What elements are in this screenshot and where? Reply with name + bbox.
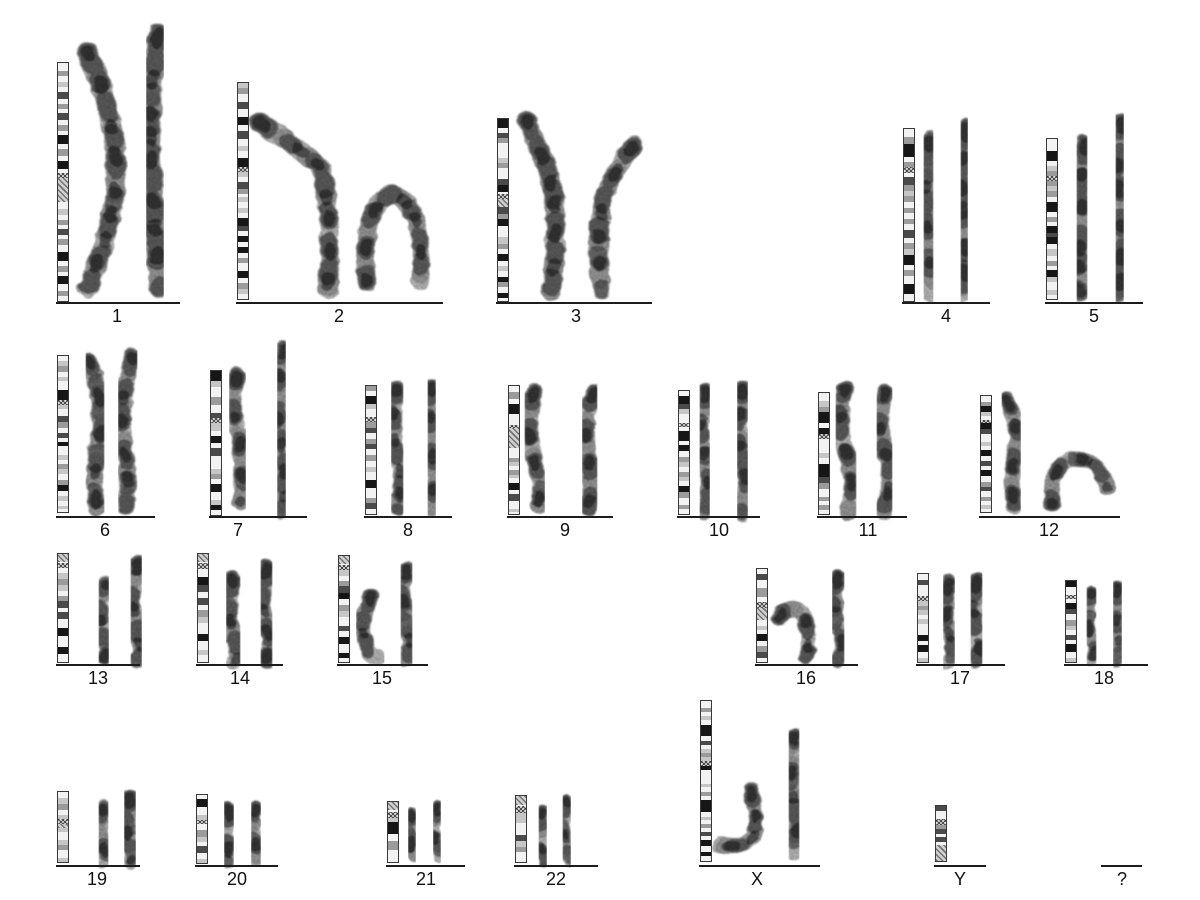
chromosome-photo-2[interactable] [259,123,330,289]
chromosome-photo-9[interactable] [529,391,540,506]
ideogram-band [904,276,914,284]
ideogram-band [757,658,767,662]
ideogram-band [981,509,991,512]
chromosome-photo-6[interactable] [90,361,100,508]
ideogram-band [388,841,398,850]
ideogram-band [58,832,68,840]
ideogram-band [197,859,207,863]
chromosome-photo-20[interactable] [253,809,258,860]
ideogram-band [1047,202,1057,212]
ideogram-band [904,144,914,157]
chromosome-photo-9[interactable] [586,392,594,507]
group-label-12: 12 [1038,520,1060,540]
ideogram-band [58,636,68,647]
ideogram-band [58,509,68,512]
chromosome-photo-3[interactable] [598,146,633,290]
ideogram-20 [196,794,208,864]
ideogram-6 [57,355,69,513]
ideogram-5 [1046,138,1058,300]
group-label-19: 19 [86,869,108,889]
ideogram-band [198,577,208,586]
ideogram-10 [678,390,690,515]
ideogram-band [366,480,376,488]
chromosome-photo-15[interactable] [403,569,409,660]
ideogram-band [679,414,689,424]
chromosome-photo-10[interactable] [702,391,708,512]
ideogram-band [936,811,946,819]
ideogram-band [1066,644,1076,652]
ideogram-band [516,806,526,813]
chromosome-stroke [926,140,931,293]
ideogram-band [509,501,519,508]
chromosome-photo-16[interactable] [835,578,842,660]
ideogram-band [516,852,526,862]
chromosome-photo-X[interactable] [791,736,797,853]
ideogram-band [366,509,376,514]
ideogram-band [211,423,221,431]
chromosome-photo-13[interactable] [133,563,139,660]
ideogram-band [757,634,767,641]
ideogram-band [366,488,376,498]
chromosome-photo-14[interactable] [263,568,269,660]
ideogram-2 [237,82,249,300]
ideogram-band [757,580,767,588]
ideogram-17 [917,573,929,663]
chromosome-photo-11[interactable] [840,389,851,513]
group-label-8: 8 [402,520,413,540]
ideogram-9 [508,385,520,515]
chromosome-photo-22[interactable] [564,801,569,860]
group-label-16: 16 [795,668,817,688]
ideogram-band [58,113,68,120]
ideogram-8 [365,385,377,515]
group-label-2: 2 [333,306,344,326]
chromosome-photo-10[interactable] [740,389,746,512]
ideogram-band [58,245,68,252]
ideogram-band [904,230,914,238]
chromosome-photo-1[interactable] [150,35,160,288]
ideogram-band [211,436,221,444]
group-baseline [56,516,155,518]
ideogram-band [516,813,526,823]
ideogram-band [238,131,248,138]
chromosome-photo-5[interactable] [1118,122,1122,292]
ideogram-band [197,799,207,807]
ideogram-15 [338,555,350,663]
ideogram-band [388,802,398,810]
chromosome-photo-12[interactable] [1052,459,1108,505]
ideogram-band [701,856,711,862]
ideogram-band [238,139,248,146]
group-baseline [934,865,986,867]
ideogram-band [238,102,248,109]
group-baseline [1064,664,1148,666]
ideogram-band [498,199,508,207]
ideogram-band [1047,151,1057,161]
ideogram-band [509,414,519,425]
group-baseline [699,865,820,867]
ideogram-band [198,554,208,562]
ideogram-band [757,588,767,596]
ideogram-band [211,405,221,413]
group-baseline [386,865,465,867]
chromosome-photo-3[interactable] [526,121,556,291]
ideogram-band [388,850,398,862]
chromosome-photo-20[interactable] [226,809,231,860]
chromosome-photo-14[interactable] [229,579,237,661]
ideogram-band [211,456,221,469]
chromosome-photo-18[interactable] [1115,588,1120,661]
group-label-14: 14 [229,668,251,688]
ideogram-band [1047,270,1057,277]
ideogram-12 [980,395,992,513]
ideogram-band [238,263,248,270]
ideogram-band [58,628,68,636]
ideogram-band [198,598,208,605]
group-baseline [902,302,990,304]
ideogram-band [819,412,829,423]
chromosome-photo-8[interactable] [430,386,434,509]
chromosome-photo-X[interactable] [721,790,755,846]
chromosome-photo-8[interactable] [394,388,401,509]
ideogram-band [211,448,221,456]
group-baseline [979,516,1120,518]
group-label-3: 3 [570,306,581,326]
ideogram-band [509,483,519,490]
chromosome-stroke [962,128,966,294]
group-label-17: 17 [949,668,971,688]
group-baseline [56,865,140,867]
ideogram-band [904,177,914,185]
group-label-?: ? [1116,869,1127,889]
group-label-Y: Y [953,869,966,889]
ideogram-band [58,296,68,301]
group-baseline [56,664,140,666]
ideogram-band [58,276,68,284]
ideogram-band [679,431,689,441]
chromosome-photo-21[interactable] [435,807,439,857]
ideogram-band [757,608,767,621]
ideogram-band [198,569,208,577]
ideogram-band [58,446,68,454]
chromosome-photo-15[interactable] [362,596,378,657]
ideogram-band [904,129,914,137]
ideogram-band [1066,658,1076,662]
ideogram-band [1047,249,1057,256]
group-label-1: 1 [111,306,122,326]
ideogram-band [509,448,519,458]
ideogram-band [701,770,711,783]
chromosome-photo-12[interactable] [1006,399,1017,508]
chromosome-photo-18[interactable] [1089,592,1094,659]
ideogram-band [918,658,928,662]
ideogram-band [366,455,376,462]
group-baseline [236,302,443,304]
ideogram-band [58,858,68,862]
ideogram-band [679,396,689,403]
ideogram-band [516,823,526,835]
ideogram-band [58,63,68,71]
ideogram-band [498,185,508,192]
ideogram-band [198,641,208,650]
ideogram-band [198,655,208,662]
group-label-5: 5 [1088,306,1099,326]
ideogram-band [211,510,221,515]
group-baseline [364,516,452,518]
ideogram-band [981,434,991,442]
ideogram-band [58,178,68,202]
ideogram-band [819,464,829,478]
ideogram-band [58,654,68,662]
ideogram-band [211,397,221,405]
ideogram-11 [818,392,830,515]
ideogram-band [238,109,248,116]
ideogram-band [238,218,248,225]
group-label-13: 13 [87,668,109,688]
group-label-10: 10 [708,520,730,540]
ideogram-4 [903,128,915,302]
group-label-4: 4 [940,306,951,326]
group-baseline [56,302,180,304]
ideogram-band [366,396,376,404]
ideogram-band [58,135,68,145]
chromosome-stroke [946,583,952,662]
chromosome-photo-16[interactable] [779,609,809,657]
ideogram-14 [197,553,209,663]
ideogram-band [197,846,207,853]
ideogram-band [58,202,68,209]
ideogram-band [339,658,349,662]
group-label-18: 18 [1093,668,1115,688]
group-label-X: X [750,869,763,889]
chromosome-photo-7[interactable] [233,376,242,502]
ideogram-band [198,634,208,641]
chromosome-photo-2[interactable] [365,194,420,283]
chromosome-photo-21[interactable] [410,814,414,856]
chromosome-photo-1[interactable] [87,52,116,288]
ideogram-band [238,294,248,299]
ideogram-band [197,807,207,815]
group-baseline [507,516,613,518]
group-label-22: 22 [545,869,567,889]
ideogram-band [197,830,207,837]
group-baseline [677,516,760,518]
ideogram-band [58,381,68,389]
ideogram-22 [515,795,527,863]
ideogram-band [388,834,398,841]
group-label-7: 7 [232,520,243,540]
group-baseline [514,865,598,867]
ideogram-7 [210,370,222,516]
ideogram-band [366,472,376,480]
ideogram-band [211,371,221,381]
chromosome-photo-4[interactable] [926,140,931,293]
ideogram-Y [935,805,947,862]
ideogram-band [1066,587,1076,595]
ideogram-band [904,255,914,265]
group-label-9: 9 [559,520,570,540]
ideogram-band [198,610,208,617]
ideogram-band [58,619,68,629]
group-baseline [916,664,1005,666]
ideogram-band [918,585,928,596]
ideogram-band [819,393,829,401]
ideogram-band [238,158,248,168]
ideogram-21 [387,801,399,863]
ideogram-band [904,284,914,294]
chromosome-photo-13[interactable] [101,583,107,658]
ideogram-band [1047,191,1057,198]
chromosome-photo-4[interactable] [962,128,966,294]
chromosome-photo-17[interactable] [946,583,952,662]
ideogram-band [516,796,526,805]
ideogram-band [701,800,711,812]
group-baseline [1101,865,1142,867]
ideogram-band [1047,282,1057,289]
ideogram-band [819,510,829,514]
ideogram-band [918,624,928,635]
ideogram-band [904,294,914,302]
ideogram-band [339,637,349,644]
ideogram-band [339,644,349,653]
ideogram-band [509,494,519,501]
ideogram-band [509,428,519,447]
group-baseline [1045,302,1143,304]
chromosome-photo-19[interactable] [127,798,133,861]
ideogram-band [509,404,519,414]
group-baseline [496,302,652,304]
ideogram-band [819,489,829,497]
chromosome-photo-11[interactable] [880,391,889,511]
chromosome-photo-19[interactable] [101,807,106,860]
ideogram-band [198,623,208,634]
ideogram-X [700,700,712,862]
ideogram-band [498,254,508,261]
ideogram-band [701,725,711,736]
chromosome-photo-22[interactable] [540,811,545,860]
ideogram-band [904,137,914,145]
chromosome-photo-7[interactable] [279,348,284,511]
ideogram-band [58,161,68,169]
chromosome-photo-6[interactable] [122,357,133,506]
ideogram-band [339,617,349,626]
group-baseline [196,664,283,666]
ideogram-band [58,284,68,291]
ideogram-19 [57,791,69,863]
ideogram-band [58,390,68,401]
ideogram-band [238,94,248,101]
ideogram-13 [57,553,69,663]
ideogram-band [498,119,508,128]
ideogram-band [819,439,829,453]
group-label-15: 15 [371,668,393,688]
ideogram-band [58,252,68,262]
ideogram-band [509,392,519,399]
ideogram-band [498,298,508,301]
ideogram-band [238,117,248,126]
ideogram-band [339,556,349,564]
ideogram-16 [756,568,768,663]
group-label-6: 6 [99,520,110,540]
ideogram-band [388,822,398,834]
ideogram-band [701,701,711,708]
ideogram-band [198,585,208,592]
ideogram-band [211,492,221,500]
ideogram-band [498,219,508,226]
ideogram-band [679,509,689,514]
ideogram-band [388,812,398,819]
ideogram-band [498,143,508,158]
group-baseline [817,516,907,518]
group-baseline [755,664,858,666]
ideogram-band [679,498,689,505]
ideogram-band [366,409,376,417]
group-label-21: 21 [415,869,437,889]
group-label-20: 20 [226,869,248,889]
ideogram-band [498,226,508,238]
group-baseline [337,664,428,666]
group-baseline [209,516,307,518]
ideogram-band [1047,295,1057,299]
ideogram-band [211,484,221,492]
chromosome-photo-5[interactable] [1079,145,1085,292]
chromosome-photo-17[interactable] [973,581,979,660]
ideogram-1 [57,62,69,302]
ideogram-band [58,850,68,858]
group-label-11: 11 [858,520,878,540]
ideogram-band [1047,139,1057,151]
ideogram-band [238,271,248,278]
ideogram-3 [497,118,509,302]
ideogram-band [936,845,946,861]
group-baseline [195,865,278,867]
ideogram-band [58,149,68,156]
ideogram-band [509,512,519,514]
ideogram-band [211,387,221,397]
ideogram-18 [1065,580,1077,663]
ideogram-band [339,586,349,593]
ideogram-band [498,168,508,180]
ideogram-band [58,554,68,562]
